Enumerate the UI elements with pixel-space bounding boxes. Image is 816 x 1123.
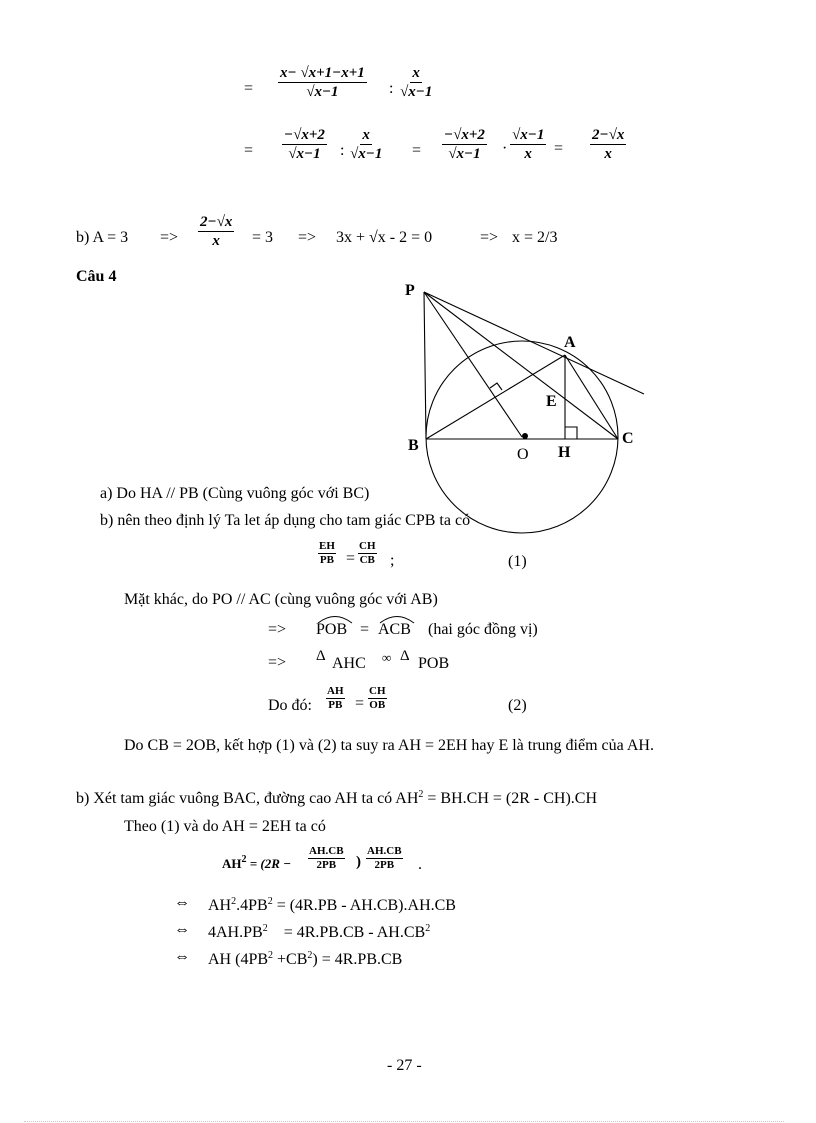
label-b: B xyxy=(408,437,419,454)
denominator: PB xyxy=(319,554,334,566)
triangle-icon: Δ xyxy=(400,648,410,664)
equals-sign: = xyxy=(360,621,370,638)
numerator: CH xyxy=(359,540,376,552)
superscript: 2 xyxy=(418,789,424,800)
denominator: x xyxy=(524,146,532,162)
denominator: 2PB xyxy=(374,859,395,871)
numerator: 2−√x xyxy=(200,214,233,230)
superscript: 2 xyxy=(307,950,313,961)
numerator: CH xyxy=(369,685,386,697)
numerator: 2−√x xyxy=(592,127,625,143)
fraction xyxy=(308,845,345,872)
paren-close: ) xyxy=(356,854,361,870)
equation-rhs: = 3 xyxy=(252,229,274,246)
equals-sign: = xyxy=(244,142,254,159)
numerator: AH.CB xyxy=(367,845,402,857)
denominator: 2PB xyxy=(316,859,337,871)
segment-pc xyxy=(424,292,618,439)
fraction xyxy=(366,845,403,872)
quadratic-equation: 3x + √x - 2 = 0 xyxy=(336,229,433,246)
fraction xyxy=(318,540,336,567)
numerator: x− √x+1−x+1 xyxy=(280,65,365,81)
footer-divider xyxy=(24,1121,784,1122)
angle-arc-icon xyxy=(316,612,356,624)
denominator: √x−1 xyxy=(448,146,481,162)
label-e: E xyxy=(546,393,557,410)
right-angle-mark-h xyxy=(565,427,577,439)
implies-arrow: => xyxy=(298,229,317,246)
label-p: P xyxy=(405,282,415,299)
text-segment: ) = 4R.PB.CB xyxy=(312,951,403,968)
segment-pb xyxy=(424,292,426,439)
segment-ac xyxy=(565,355,618,439)
text-segment: = 4R.PB.CB - AH.CB xyxy=(267,924,426,941)
denominator: x xyxy=(212,233,220,249)
solution: x = 2/3 xyxy=(512,229,558,246)
text-segment: +CB xyxy=(273,951,308,968)
text-segment: .4PB xyxy=(236,897,268,914)
iff-icon: ⇔ xyxy=(174,948,190,965)
denominator: x xyxy=(604,146,612,162)
numerator: EH xyxy=(319,540,335,552)
equals-sign: = xyxy=(412,142,422,159)
denominator: √x−1 xyxy=(288,146,321,162)
triangle-name: AHC xyxy=(332,655,366,672)
text-line: Theo (1) và do AH = 2EH ta có xyxy=(124,818,326,835)
right-angle-mark-po xyxy=(490,383,502,390)
part-b-label: b) A = 3 xyxy=(76,229,129,246)
semicolon: ; xyxy=(390,552,395,569)
tangent-line xyxy=(424,292,644,394)
triangle-name: POB xyxy=(418,655,450,672)
step-line xyxy=(208,951,402,969)
superscript: 2 xyxy=(231,896,237,907)
text-segment: = (4R.PB - AH.CB).AH.CB xyxy=(272,897,456,914)
numerator: √x−1 xyxy=(512,127,545,143)
formula-lhs xyxy=(222,856,291,872)
page-number: - 27 - xyxy=(387,1057,422,1074)
numerator: AH xyxy=(327,685,344,697)
text-segment: b) Xét tam giác vuông BAC, đường cao AH ta có AH xyxy=(76,790,419,807)
center-point-o xyxy=(522,433,528,439)
equals-sign: = xyxy=(346,550,356,567)
label-o: O xyxy=(517,446,529,463)
superscript: 2 xyxy=(268,950,274,961)
triangle-icon: Δ xyxy=(316,648,326,664)
iff-icon: ⇔ xyxy=(174,921,190,938)
label-a: A xyxy=(564,334,576,351)
multiply-dot: · xyxy=(502,140,508,157)
implies-arrow: => xyxy=(268,621,287,638)
equals-sign: = xyxy=(355,695,365,712)
denominator: CB xyxy=(359,554,375,566)
equation-tag: (1) xyxy=(508,553,527,570)
period: . xyxy=(418,856,422,873)
fraction xyxy=(358,540,377,567)
text-segment: = BH.CH = (2R - CH).CH xyxy=(423,790,598,807)
numerator: AH.CB xyxy=(309,845,344,857)
iff-icon: ⇔ xyxy=(174,894,190,911)
superscript: 2 xyxy=(262,923,268,934)
denominator: √x−1 xyxy=(400,84,433,100)
implies-arrow: => xyxy=(268,654,287,671)
denominator: PB xyxy=(328,699,343,711)
angle-arc-icon xyxy=(378,612,418,624)
colon: : xyxy=(340,142,345,159)
superscript: 2 xyxy=(267,896,273,907)
text-segment: = (2R − xyxy=(246,856,292,871)
numerator: x xyxy=(412,65,420,81)
equals-sign: = xyxy=(554,140,564,157)
text-prefix: Do đó: xyxy=(268,697,312,714)
denominator: √x−1 xyxy=(306,84,339,100)
text-line: Mặt khác, do PO // AC (cùng vuông góc với AB) xyxy=(124,591,438,608)
label-c: C xyxy=(622,430,634,447)
text-line xyxy=(76,790,597,808)
denominator: OB xyxy=(369,699,386,711)
numerator: −√x+2 xyxy=(444,127,485,143)
similar-icon: ∞ xyxy=(382,650,392,665)
equals-sign: = xyxy=(244,80,254,97)
segment-ba xyxy=(426,355,565,439)
angle-pob: POB xyxy=(316,621,348,638)
denominator: √x−1 xyxy=(350,146,383,162)
text-segment: AH xyxy=(222,856,242,871)
label-h: H xyxy=(558,444,571,461)
angle-acb: ACB xyxy=(378,621,411,638)
equation-tag: (2) xyxy=(508,697,527,714)
text-line: b) nên theo định lý Ta let áp dụng cho tam giác CPB ta có xyxy=(100,512,471,529)
fraction xyxy=(368,685,387,712)
numerator: −√x+2 xyxy=(284,127,325,143)
step-line xyxy=(208,924,430,942)
implies-arrow: => xyxy=(480,229,499,246)
text-line: Do CB = 2OB, kết hợp (1) và (2) ta suy ra AH = 2EH hay E là trung điểm của AH. xyxy=(124,737,654,754)
fraction xyxy=(326,685,345,712)
superscript: 2 xyxy=(425,923,431,934)
step-line xyxy=(208,897,456,915)
segment-po xyxy=(424,292,522,437)
section-heading: Câu 4 xyxy=(76,268,117,285)
text-segment: 4AH.PB xyxy=(208,924,263,941)
colon: : xyxy=(389,80,394,97)
text-segment: AH xyxy=(208,897,232,914)
note: (hai góc đồng vị) xyxy=(428,621,538,638)
numerator: x xyxy=(362,127,370,143)
superscript: 2 xyxy=(241,854,247,865)
text-segment: AH (4PB xyxy=(208,951,269,968)
text-line: a) Do HA // PB (Cùng vuông góc với BC) xyxy=(100,485,370,502)
implies-arrow: => xyxy=(160,229,179,246)
